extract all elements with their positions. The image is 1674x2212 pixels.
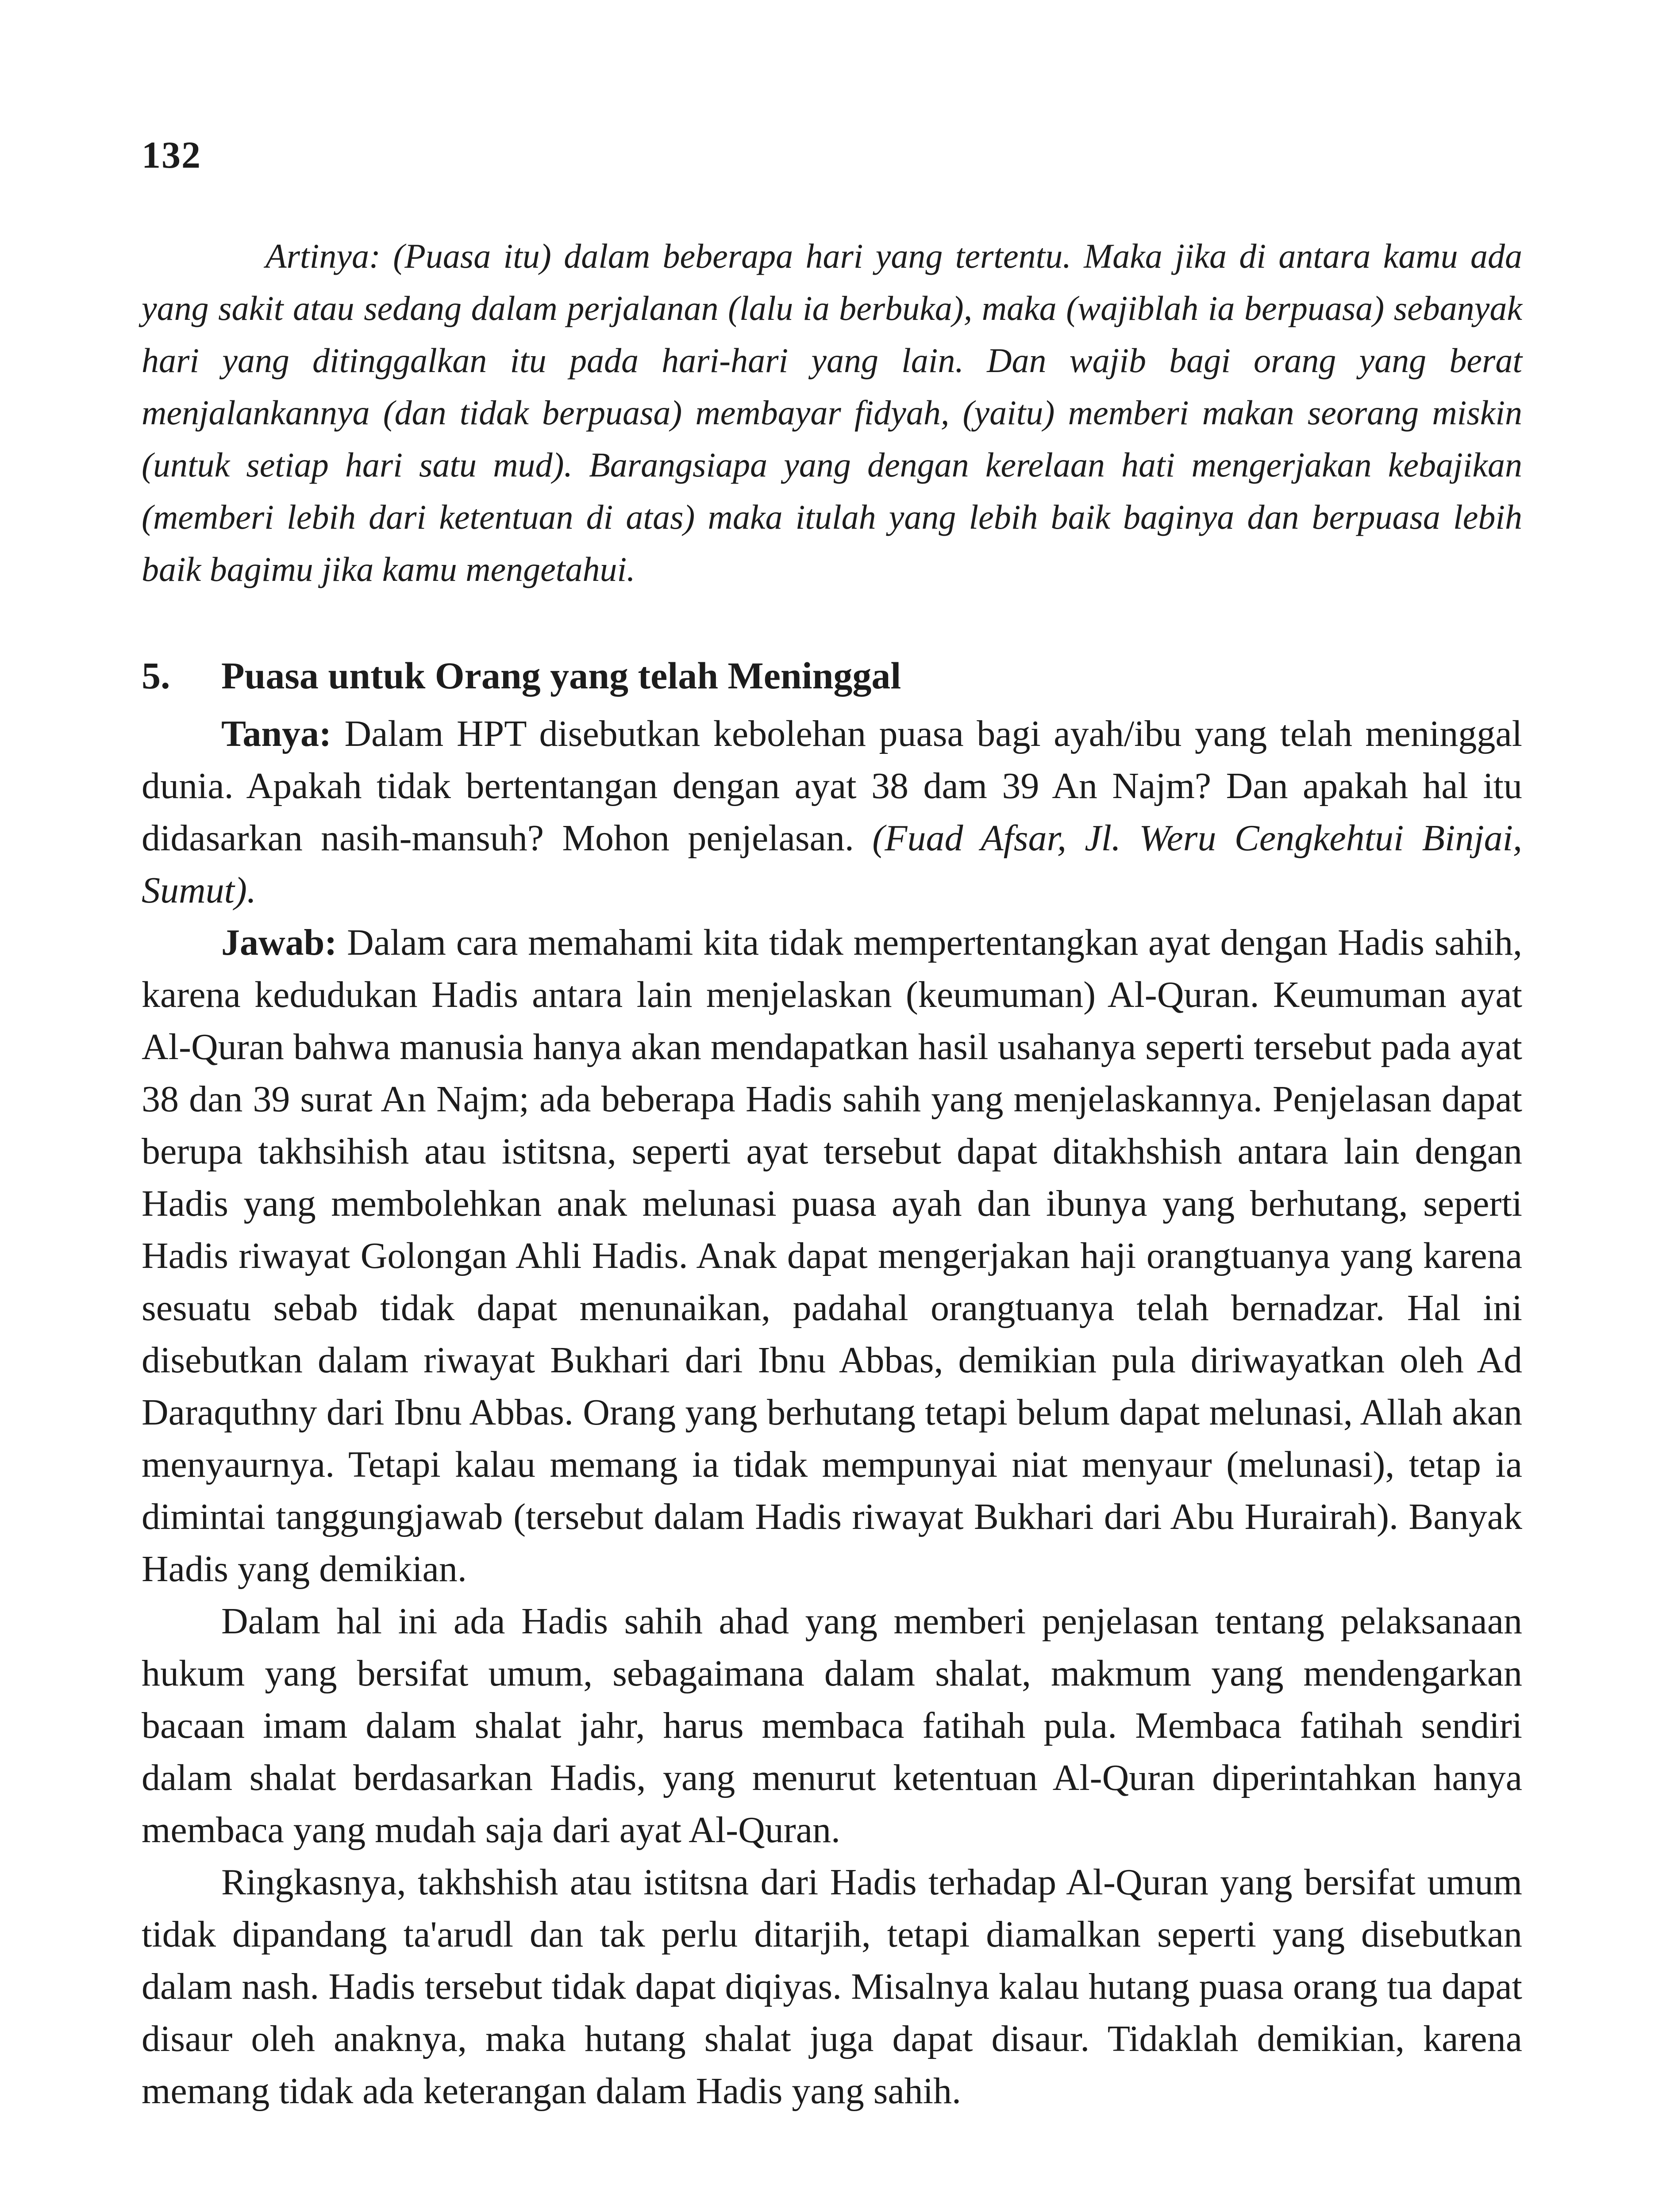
question-label: Tanya: <box>221 713 332 754</box>
question-text: Dalam HPT disebutkan kebolehan puasa bagi ayah/ibu yang telah meninggal dunia. Apakah tidak bertentangan dengan ayat 38 dam 39 An Najm? Dan apakah hal itu didasarkan nasih-mansuh? Mohon penjelasan. <box>142 713 1522 859</box>
section-heading <box>142 649 1522 702</box>
body-paragraph: Ringkasnya, takhshish atau istitsna dari Hadis terhadap Al-Quran yang bersifat umum tidak dipandang ta'arudl dan tak perlu ditarjih, tetapi diamalkan seperti yang disebutkan dalam nash. Hadis tersebut tidak dapat diqiyas. Misalnya kalau hutang puasa orang tua dapat disaur oleh anaknya, maka hutang shalat juga dapat disaur. Tidaklah demikian, karena memang tidak ada keterangan dalam Hadis yang sahih. <box>142 1862 1522 2112</box>
answer-text: Dalam cara memahami kita tidak mempertentangkan ayat dengan Hadis sahih, karena kedudukan Hadis antara lain menjelaskan (keumuman) Al-Quran. Keumuman ayat Al-Quran bahwa manusia hanya akan mendapatkan hasil usahanya seperti tersebut pada ayat 38 dan 39 surat An Najm; ada beberapa Hadis sahih yang menjelaskannya. Penjelasan dapat berupa takhsihish atau istitsna, seperti ayat tersebut dapat ditakhshish antara lain dengan Hadis yang membolehkan anak melunasi puasa ayah dan ibunya yang berhutang, seperti Hadis riwayat Golongan Ahli Hadis. Anak dapat mengerjakan haji orangtuanya yang karena sesuatu sebab tidak dapat menunaikan, padahal orangtuanya telah bernadzar. Hal ini disebutkan dalam riwayat Bukhari dari Ibnu Abbas, demikian pula diriwayatkan oleh Ad Daraquthny dari Ibnu Abbas. Orang yang berhutang tetapi belum dapat melunasi, Allah akan menyaurnya. Tetapi kalau memang ia tidak mempunyai niat menyaur (melunasi), tetap ia dimintai tanggungjawab (tersebut dalam Hadis riwayat Bukhari dari Abu Hurairah). Banyak Hadis yang demikian. <box>142 922 1522 1590</box>
translation-paragraph: Artinya: (Puasa itu) dalam beberapa hari yang tertentu. Maka jika di antara kamu ada yang sakit atau sedang dalam perjalanan (lalu ia berbuka), maka (wajiblah ia berpuasa) sebanyak hari yang ditinggalkan itu pada hari-hari yang lain. Dan wajib bagi orang yang berat menjalankannya (dan tidak berpuasa) membayar fidyah, (yaitu) memberi makan seorang miskin (untuk setiap hari satu mud). Barangsiapa yang dengan kerelaan hati mengerjakan kebajikan (memberi lebih dari ketentuan di atas) maka itulah yang lebih baik baginya dan berpuasa lebih baik bagimu jika kamu mengetahui. <box>142 237 1522 588</box>
page-content <box>142 230 1522 2117</box>
page-number: 132 <box>142 134 201 176</box>
question-asker: (Fuad Afsar, Jl. Weru Cengkehtui Binjai, Sumut). <box>142 818 1522 911</box>
question-paragraph <box>142 708 1522 917</box>
answer-label: Jawab: <box>221 922 337 963</box>
body-paragraph: Dalam hal ini ada Hadis sahih ahad yang memberi penjelasan tentang pelaksanaan hukum yang bersifat umum, sebagaimana dalam shalat, makmum yang mendengarkan bacaan imam dalam shalat jahr, harus membaca fatihah pula. Membaca fatihah sendiri dalam shalat berdasarkan Hadis, yang menurut ketentuan Al-Quran diperintahkan hanya membaca yang mudah saja dari ayat Al-Quran. <box>142 1601 1522 1851</box>
section-title: Puasa untuk Orang yang telah Meninggal <box>221 654 901 697</box>
answer-paragraph <box>142 917 1522 1595</box>
section-number: 5. <box>142 654 170 697</box>
